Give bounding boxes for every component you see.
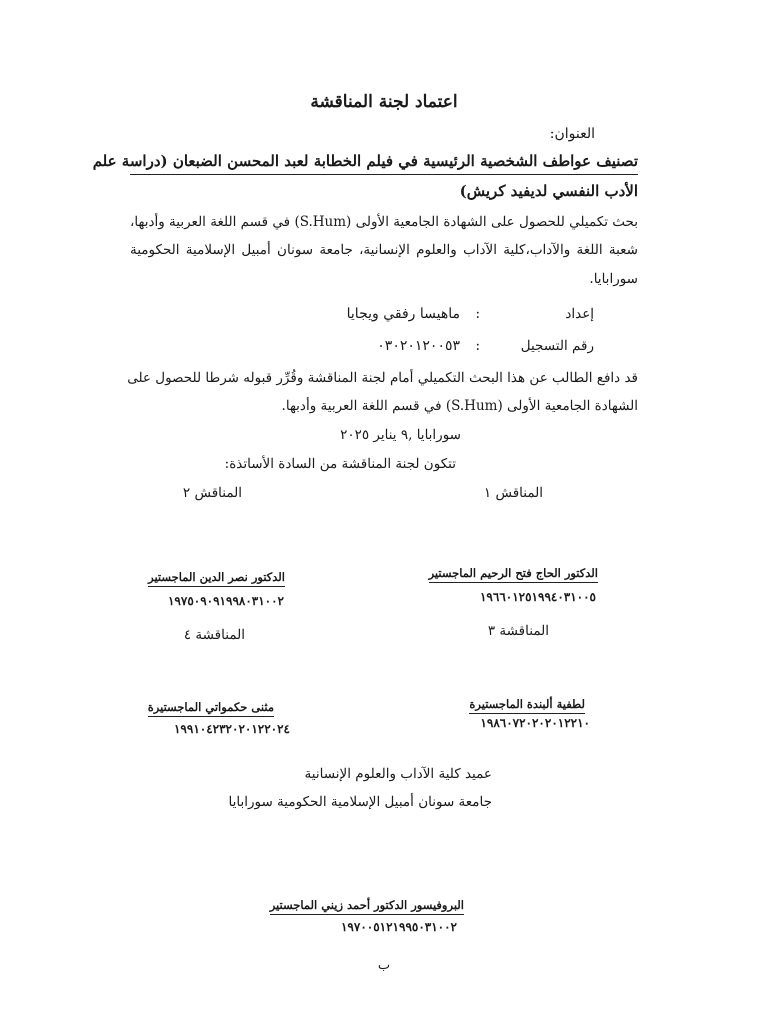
examiner-1-name: الدكتور الحاج فتح الرحيم الماجستير bbox=[429, 566, 598, 583]
committee-intro: تتكون لجنة المناقشة من السادة الأساتذة: bbox=[224, 456, 456, 472]
dean-id: ١٩٧٠٠٥١٢١٩٩٥٠٣١٠٠٢ bbox=[340, 920, 457, 934]
examiner-2-id: ١٩٧٥٠٩٠٩١٩٩٨٠٣١٠٠٢ bbox=[167, 594, 284, 608]
examiner-1-label: المناقش ١ bbox=[483, 485, 543, 501]
examiner-3-name: لطفية ألبندة الماجستيرة bbox=[469, 697, 585, 714]
prepared-value: ماهيسا رفقي ويجايا bbox=[346, 306, 460, 322]
dean-university: جامعة سونان أمبيل الإسلامية الحكومية سورابايا bbox=[228, 794, 492, 810]
registration-value: ٠٣٠٢٠١٢٠٠٥٣ bbox=[377, 338, 460, 354]
examiner-1-id: ١٩٦٦٠١٢٥١٩٩٤٠٣١٠٠٥ bbox=[479, 590, 596, 604]
date-line: سورابايا ,٩ يناير ٢٠٢٥ bbox=[340, 427, 461, 443]
registration-label: رقم التسجيل bbox=[520, 338, 594, 354]
dean-name: البروفيسور الدكتور أحمد زيني الماجستير bbox=[270, 898, 464, 915]
examiner-2-label: المناقش ٢ bbox=[182, 485, 242, 501]
dean-title: عميد كلية الآداب والعلوم الإنسانية bbox=[304, 766, 492, 782]
defense-line-1: قد دافع الطالب عن هذا البحث التكميلي أمام لجنة المناقشة وقُرِّر قبوله شرطا للحصول على bbox=[127, 370, 638, 386]
prepared-label: إعداد bbox=[565, 306, 594, 322]
page-number: ب bbox=[377, 958, 391, 973]
topic-line-1: تصنيف عواطف الشخصية الرئيسية في فيلم الخطابة لعبد المحسن الضبعان (دراسة علم bbox=[130, 152, 638, 175]
examiner-2-name: الدكتور نصر الدين الماجستير bbox=[148, 570, 285, 587]
topic-line-2: الأدب النفسي لديفيد كريش) bbox=[459, 182, 638, 200]
topic-label: العنوان: bbox=[549, 126, 595, 142]
examiner-3-label: المناقشة ٣ bbox=[487, 623, 549, 639]
defense-line-2: الشهادة الجامعية الأولى (S.Hum) في قسم اللغة العربية وأدبها. bbox=[281, 398, 638, 414]
registration-colon: : bbox=[475, 338, 480, 354]
examiner-4-id: ١٩٩١٠٤٢٣٢٠٢٠١٢٢٠٢٤ bbox=[173, 722, 290, 736]
purpose-line-3: سورابايا. bbox=[589, 271, 638, 287]
examiner-3-id: ١٩٨٦٠٧٢٠٢٠٢٠١٢٢١٠ bbox=[480, 716, 590, 730]
prepared-colon: : bbox=[475, 306, 480, 322]
purpose-line-1: بحث تكميلي للحصول على الشهادة الجامعية الأولى (S.Hum) في قسم اللغة العربية وأدبها، bbox=[130, 214, 638, 230]
page-title: اعتماد لجنة المناقشة bbox=[310, 92, 458, 112]
examiner-4-name: مثنى حكمواتي الماجستيرة bbox=[148, 700, 274, 717]
examiner-4-label: المناقشة ٤ bbox=[183, 627, 245, 643]
purpose-line-2: شعبة اللغة والآداب،كلية الآداب والعلوم الإنسانية، جامعة سونان أمبيل الإسلامية الحكومية bbox=[130, 242, 638, 258]
